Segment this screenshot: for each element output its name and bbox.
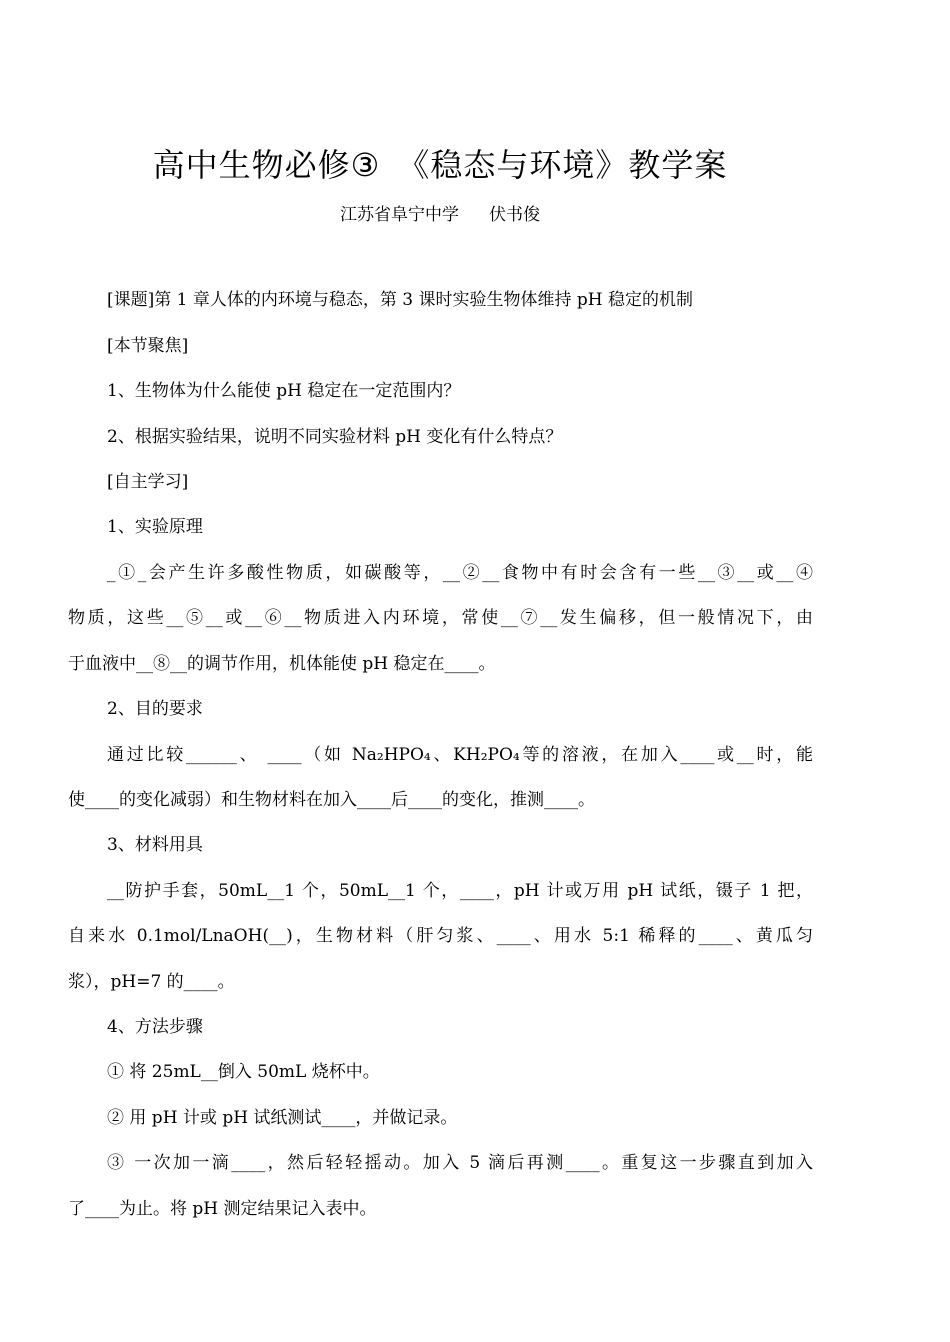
self-study-heading: [自主学习] bbox=[107, 472, 189, 492]
method-heading: 4、方法步骤 bbox=[107, 1017, 203, 1037]
principle-text: _①_会产生许多酸性物质，如碳酸等，__②__食物中有时会含有一些__③__或__④ bbox=[107, 563, 813, 583]
method-step-2: ② 用 pH 计或 pH 试纸测试____，并做记录。 bbox=[107, 1108, 458, 1128]
author-name: 伏书俊 bbox=[489, 205, 540, 225]
school-name: 江苏省阜宁中学 bbox=[340, 205, 459, 225]
materials-heading: 3、材料用具 bbox=[107, 835, 203, 855]
objective-text: 通过比较______、 ____（如 Na₂HPO₄、KH₂PO₄等的溶液，在加入____或__时，能 bbox=[107, 745, 813, 765]
focus-question-1: 1、生物体为什么能使 pH 稳定在一定范围内？ bbox=[107, 381, 461, 401]
method-step-3: ③ 一次加一滴____，然后轻轻摇动。加入 5 滴后再测____。重复这一步骤直到加入 bbox=[107, 1153, 813, 1173]
materials-text: __防护手套，50mL__1 个，50mL__1 个，____，pH 计或万用 pH 试纸，镊子 1 把， bbox=[107, 881, 813, 901]
principle-text: 物质，这些__⑤__或__⑥__物质进入内环境，常使__⑦__发生偏移，但一般情况下，由 bbox=[68, 608, 813, 628]
principle-heading: 1、实验原理 bbox=[107, 517, 203, 537]
section-focus-heading: [本节聚焦] bbox=[107, 336, 189, 356]
document-title: 高中生物必修③ 《稳态与环境》教学案 bbox=[152, 146, 728, 184]
objective-heading: 2、目的要求 bbox=[107, 699, 203, 719]
author-line bbox=[0, 200, 880, 225]
focus-question-2: 2、根据实验结果，说明不同实验材料 pH 变化有什么特点？ bbox=[107, 427, 563, 447]
materials-text: 浆），pH=7 的____。 bbox=[68, 972, 235, 992]
method-step-3: 了____为止。将 pH 测定结果记入表中。 bbox=[68, 1199, 377, 1219]
principle-text: 于血液中__⑧__的调节作用，机体能使 pH 稳定在____。 bbox=[68, 654, 496, 674]
lesson-topic: [课题]第 1 章人体的内环境与稳态，第 3 课时实验生物体维持 pH 稳定的机制 bbox=[107, 290, 694, 310]
method-step-1: ① 将 25mL__倒入 50mL 烧杯中。 bbox=[107, 1062, 380, 1082]
materials-text: 自来水 0.1mol/LnaOH(__)，生物材料（肝匀浆、____、用水 5:1 稀释的____、黄瓜匀 bbox=[68, 926, 813, 946]
objective-text: 使____的变化减弱）和生物材料在加入____后____的变化，推测____。 bbox=[68, 790, 595, 810]
